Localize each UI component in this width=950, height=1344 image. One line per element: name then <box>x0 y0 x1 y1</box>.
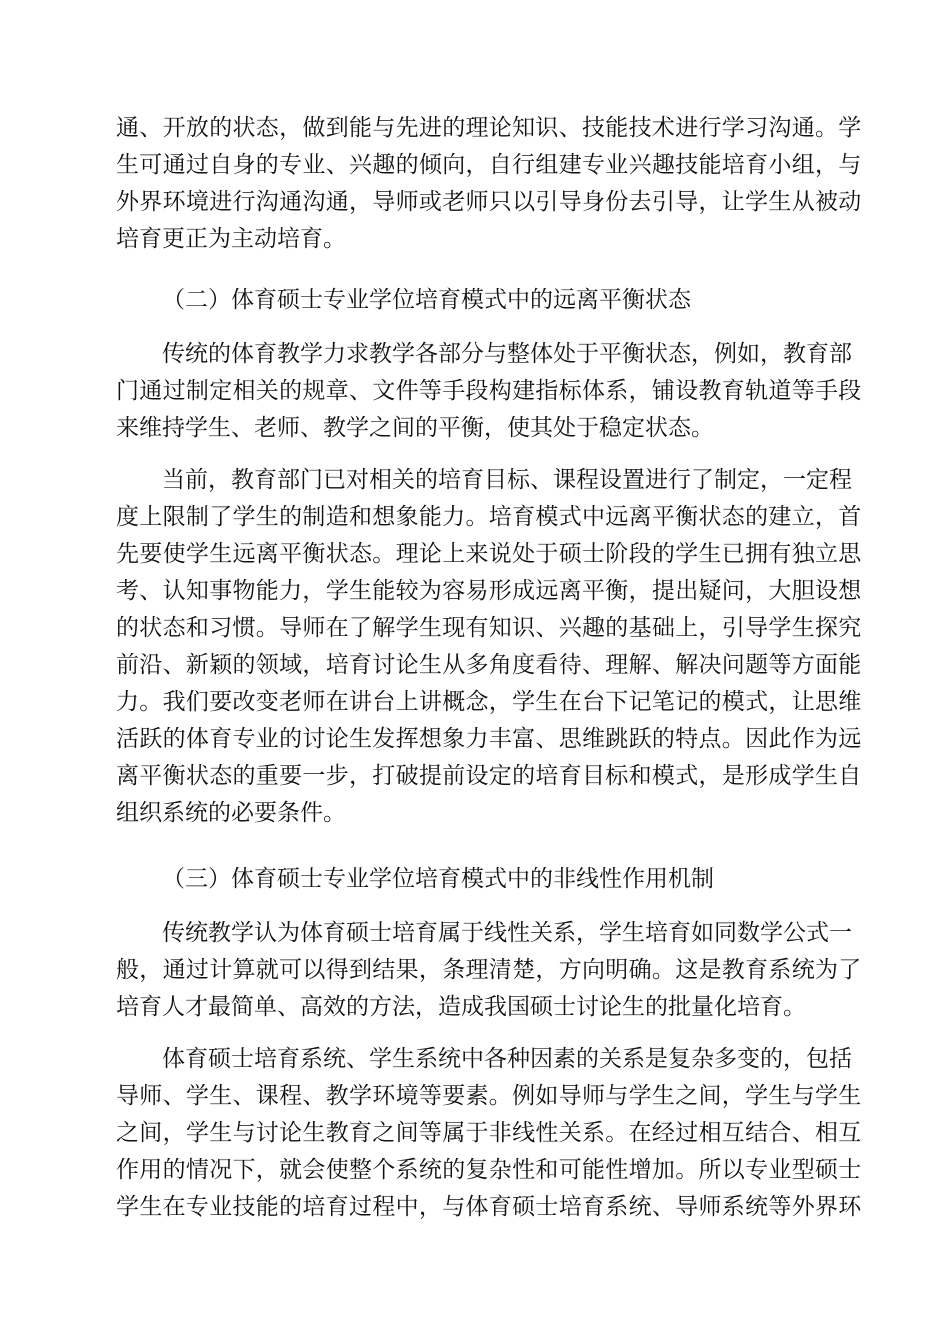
paragraph-line: 之间，学生与讨论生教育之间等属于非线性关系。在经过相互结合、相互 <box>116 1120 862 1146</box>
paragraph-line: 学生在专业技能的培育过程中，与体育硕士培育系统、导师系统等外界环 <box>116 1194 862 1220</box>
paragraph-line: 前沿、新颖的领域，培育讨论生从多角度看待、理解、解决问题等方面能 <box>116 652 862 678</box>
paragraph-line: 传统的体育教学力求教学各部分与整体处于平衡状态，例如，教育部 <box>162 341 852 367</box>
paragraph-line: 外界环境进行沟通沟通，导师或老师只以引导身份去引导，让学生从被动 <box>116 189 862 215</box>
paragraph-line: 作用的情况下，就会使整个系统的复杂性和可能性增加。所以专业型硕士 <box>116 1157 862 1183</box>
paragraph-line: 当前，教育部门已对相关的培育目标、课程设置进行了制定，一定程 <box>162 467 852 493</box>
paragraph-5 <box>116 1041 862 1226</box>
paragraph-line: 般，通过计算就可以得到结果，条理清楚，方向明确。这是教育系统为了 <box>116 957 862 983</box>
paragraph-line: 通、开放的状态，做到能与先进的理论知识、技能技术进行学习沟通。学 <box>116 115 862 141</box>
paragraph-line: 的状态和习惯。导师在了解学生现有知识、兴趣的基础上，引导学生探究 <box>116 615 862 641</box>
paragraph-line: 导师、学生、课程、教学环境等要素。例如导师与学生之间，学生与学生 <box>116 1083 862 1109</box>
paragraph-line: 组织系统的必要条件。 <box>116 800 346 826</box>
paragraph-line: 培育人才最简单、高效的方法，造成我国硕士讨论生的批量化培育。 <box>116 994 806 1020</box>
paragraph-line: 培育更正为主动培育。 <box>116 226 346 252</box>
paragraph-line: 活跃的体育专业的讨论生发挥想象力丰富、思维跳跃的特点。因此作为远 <box>116 726 862 752</box>
paragraph-line: 度上限制了学生的制造和想象能力。培育模式中远离平衡状态的建立，首 <box>116 504 862 530</box>
paragraph-1 <box>116 110 862 258</box>
paragraph-4 <box>116 915 862 1026</box>
section-heading-2: （二）体育硕士专业学位培育模式中的远离平衡状态 <box>162 287 691 313</box>
paragraph-line: 生可通过自身的专业、兴趣的倾向，自行组建专业兴趣技能培育小组，与 <box>116 152 862 178</box>
section-heading-3: （三）体育硕士专业学位培育模式中的非线性作用机制 <box>162 866 714 892</box>
paragraph-line: 考、认知事物能力，学生能较为容易形成远离平衡，提出疑问，大胆设想 <box>116 578 862 604</box>
paragraph-line: 体育硕士培育系统、学生系统中各种因素的关系是复杂多变的，包括 <box>162 1046 852 1072</box>
paragraph-line: 离平衡状态的重要一步，打破提前设定的培育目标和模式，是形成学生自 <box>116 763 862 789</box>
paragraph-line: 力。我们要改变老师在讲台上讲概念，学生在台下记笔记的模式，让思维 <box>116 689 862 715</box>
paragraph-line: 传统教学认为体育硕士培育属于线性关系，学生培育如同数学公式一 <box>162 920 852 946</box>
paragraph-2 <box>116 336 862 447</box>
paragraph-line: 门通过制定相关的规章、文件等手段构建指标体系，铺设教育轨道等手段 <box>116 378 862 404</box>
paragraph-line: 来维持学生、老师、教学之间的平衡，使其处于稳定状态。 <box>116 415 714 441</box>
paragraph-3 <box>116 462 862 832</box>
paragraph-line: 先要使学生远离平衡状态。理论上来说处于硕士阶段的学生已拥有独立思 <box>116 541 862 567</box>
